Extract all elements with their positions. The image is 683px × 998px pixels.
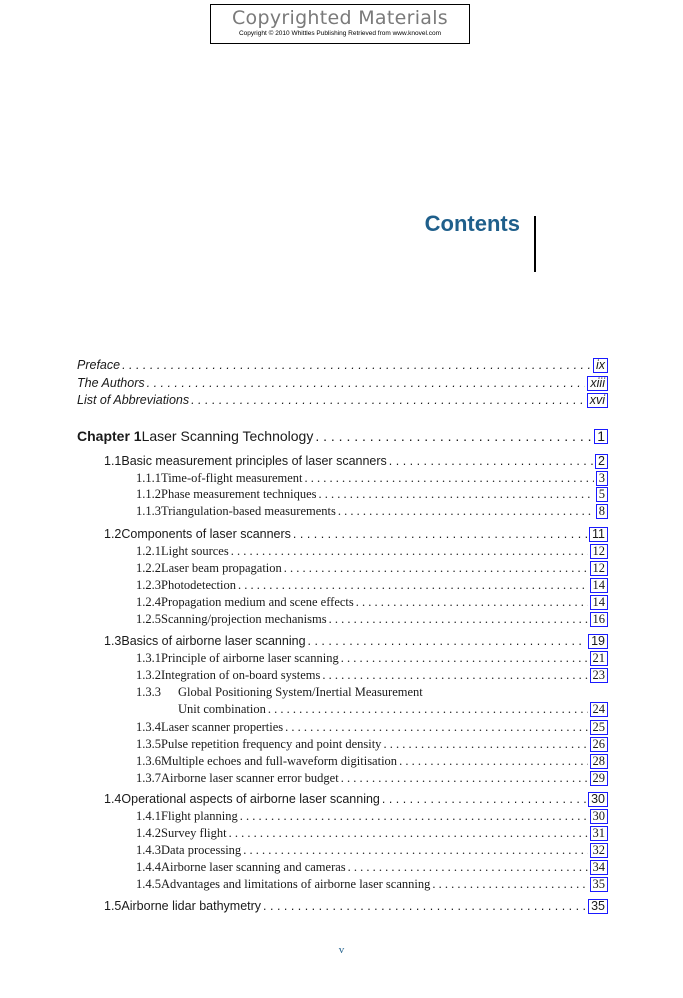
subsection-number: 1.2.1 [136, 544, 161, 558]
subsection-number: 1.4.5 [136, 877, 161, 891]
toc-subsection-entry[interactable] [136, 668, 608, 683]
leader-dots [191, 393, 585, 407]
subsection-title: Global Positioning System/Inertial Measurement [178, 685, 423, 699]
leader-dots [122, 358, 591, 372]
page-link[interactable]: 32 [590, 843, 609, 858]
page-link[interactable]: 24 [590, 702, 609, 717]
leader-dots [293, 527, 587, 541]
subsection-number: 1.4.4 [136, 860, 161, 874]
page-link[interactable]: 25 [590, 720, 609, 735]
toc-subsection-entry[interactable] [136, 860, 608, 875]
toc-subsection-entry[interactable] [136, 877, 608, 892]
toc-subsection-entry[interactable] [136, 809, 608, 824]
subsection-number: 1.3.3 [136, 685, 161, 699]
page-number: v [338, 944, 345, 956]
page-link[interactable]: xvi [587, 393, 608, 408]
leader-dots [319, 487, 594, 502]
toc-subsection-entry[interactable] [136, 720, 608, 735]
leader-dots [432, 877, 587, 892]
page-link[interactable]: 30 [588, 792, 608, 807]
banner-title: Copyrighted Materials [231, 7, 448, 29]
subsection-title: Laser scanner properties [161, 720, 284, 734]
subsection-title: Principle of airborne laser scanning [161, 651, 339, 665]
page-link[interactable]: 16 [590, 612, 609, 627]
leader-dots [356, 595, 588, 610]
page-link[interactable]: 12 [590, 544, 609, 559]
leader-dots [399, 754, 587, 769]
page-link[interactable]: 21 [590, 651, 609, 666]
leader-dots [285, 720, 587, 735]
subsection-number: 1.4.1 [136, 809, 161, 823]
subsection-number: 1.4.3 [136, 843, 161, 857]
toc-entry-title: Preface [77, 358, 121, 372]
subsection-title-continued: Unit combination [178, 702, 266, 716]
page-link[interactable]: 23 [590, 668, 609, 683]
toc-subsection-entry[interactable] [136, 737, 608, 752]
toc-front-entry[interactable] [77, 376, 608, 391]
subsection-number: 1.3.2 [136, 668, 161, 682]
toc-chapter-entry[interactable] [77, 428, 608, 444]
toc-front-entry[interactable] [77, 393, 608, 408]
toc-subsection-entry[interactable] [136, 544, 608, 559]
leader-dots [315, 428, 592, 444]
subsection-title: Airborne laser scanner error budget [161, 771, 339, 785]
subsection-title: Photodetection [161, 578, 236, 592]
toc-subsection-entry[interactable] [136, 578, 608, 593]
section-title: Airborne lidar bathymetry [121, 899, 262, 913]
banner-subtitle: Copyright © 2010 Whittles Publishing Retrieved from www.knovel.com [238, 30, 442, 37]
subsection-title: Advantages and limitations of airborne laser scanning [161, 877, 431, 891]
subsection-number: 1.2.4 [136, 595, 161, 609]
page-link[interactable]: 28 [590, 754, 609, 769]
subsection-number: 1.1.2 [136, 487, 161, 501]
subsection-number: 1.2.5 [136, 612, 161, 626]
toc-subsection-entry[interactable] [136, 754, 608, 769]
subsection-title: Propagation medium and scene effects [161, 595, 354, 609]
toc-subsection-continuation[interactable] [178, 702, 608, 717]
leader-dots [308, 634, 587, 648]
leader-dots [382, 792, 586, 806]
toc-entry-title: The Authors [77, 376, 145, 390]
page-link[interactable]: 31 [590, 826, 609, 841]
page-link[interactable]: 3 [596, 471, 608, 486]
toc-entry-title: List of Abbreviations [77, 393, 190, 407]
subsection-title: Time-of-flight measurement [161, 471, 303, 485]
leader-dots [338, 504, 594, 519]
subsection-title: Survey flight [161, 826, 227, 840]
section-title: Basic measurement principles of laser scanners [121, 454, 387, 468]
subsection-title: Scanning/projection mechanisms [161, 612, 327, 626]
page-link[interactable]: 12 [590, 561, 609, 576]
subsection-number: 1.2.2 [136, 561, 161, 575]
subsection-title: Flight planning [161, 809, 238, 823]
toc-section-entry[interactable] [104, 527, 608, 542]
page-link[interactable]: ix [593, 358, 608, 373]
section-number: 1.5 [104, 899, 122, 913]
chapter-number: Chapter 1 [77, 428, 142, 444]
subsection-title: Phase measurement techniques [161, 487, 317, 501]
section-title: Operational aspects of airborne laser scanning [121, 792, 380, 806]
leader-dots [147, 376, 586, 390]
toc-subsection-entry[interactable] [136, 471, 608, 486]
toc-subsection-entry[interactable] [136, 595, 608, 610]
toc-section-entry[interactable] [104, 634, 608, 649]
subsection-title: Light sources [161, 544, 229, 558]
subsection-title: Triangulation-based measurements [161, 504, 336, 518]
copyright-banner [210, 4, 470, 44]
toc-subsection-entry[interactable] [136, 826, 608, 841]
leader-dots [341, 771, 588, 786]
leader-dots [238, 578, 588, 593]
leader-dots [383, 737, 587, 752]
subsection-title: Integration of on-board systems [161, 668, 321, 682]
leader-dots [389, 454, 593, 468]
leader-dots [229, 826, 588, 841]
leader-dots [268, 702, 588, 717]
page-link[interactable]: 2 [595, 454, 608, 469]
subsection-title: Airborne laser scanning and cameras [161, 860, 346, 874]
heading-rule [534, 216, 536, 272]
page-link[interactable]: 35 [588, 899, 608, 914]
subsection-title: Pulse repetition frequency and point density [161, 737, 382, 751]
section-title: Basics of airborne laser scanning [121, 634, 306, 648]
leader-dots [322, 668, 587, 683]
leader-dots [243, 843, 587, 858]
leader-dots [263, 899, 586, 913]
toc-subsection-entry[interactable] [136, 487, 608, 502]
page-link[interactable]: 30 [590, 809, 609, 824]
toc-subsection-entry[interactable] [136, 685, 608, 700]
subsection-title: Laser beam propagation [161, 561, 282, 575]
page-link[interactable]: 26 [590, 737, 609, 752]
page-link[interactable]: 8 [596, 504, 608, 519]
chapter-title: Laser Scanning Technology [141, 428, 314, 444]
subsection-number: 1.1.3 [136, 504, 161, 518]
leader-dots [284, 561, 588, 576]
toc-subsection-entry[interactable] [136, 504, 608, 519]
page-link[interactable]: 34 [590, 860, 609, 875]
subsection-number: 1.4.2 [136, 826, 161, 840]
section-number: 1.3 [104, 634, 122, 648]
subsection-number: 1.3.6 [136, 754, 161, 768]
toc-subsection-entry[interactable] [136, 651, 608, 666]
section-title: Components of laser scanners [121, 527, 291, 541]
page-link[interactable]: 35 [590, 877, 609, 892]
page-link[interactable]: 14 [590, 595, 609, 610]
subsection-number: 1.3.1 [136, 651, 161, 665]
toc-subsection-entry[interactable] [136, 771, 608, 786]
toc-subsection-entry[interactable] [136, 561, 608, 576]
leader-dots [240, 809, 588, 824]
subsection-title: Data processing [161, 843, 242, 857]
section-number: 1.1 [104, 454, 122, 468]
contents-heading: Contents [424, 211, 520, 236]
section-number: 1.2 [104, 527, 122, 541]
toc-subsection-entry[interactable] [136, 843, 608, 858]
subsection-title: Multiple echoes and full-waveform digitisation [161, 754, 398, 768]
toc-section-entry[interactable] [104, 454, 608, 469]
toc-subsection-entry[interactable] [136, 612, 608, 627]
leader-dots [341, 651, 588, 666]
page-link[interactable]: 19 [588, 634, 608, 649]
leader-dots [231, 544, 588, 559]
subsection-number: 1.3.7 [136, 771, 161, 785]
toc-section-entry[interactable] [104, 899, 608, 914]
page-link[interactable]: 11 [589, 527, 608, 542]
subsection-number: 1.2.3 [136, 578, 161, 592]
page-link[interactable]: 1 [594, 429, 608, 444]
section-number: 1.4 [104, 792, 122, 806]
leader-dots [348, 860, 588, 875]
subsection-number: 1.3.5 [136, 737, 161, 751]
toc-front-entry[interactable] [77, 358, 608, 373]
leader-dots [305, 471, 594, 486]
subsection-number: 1.3.4 [136, 720, 161, 734]
page-link[interactable]: 14 [590, 578, 609, 593]
leader-dots [329, 612, 588, 627]
page-link[interactable]: 5 [596, 487, 608, 502]
page-link[interactable]: xiii [587, 376, 608, 391]
page-link[interactable]: 29 [590, 771, 609, 786]
toc-section-entry[interactable] [104, 792, 608, 807]
subsection-number: 1.1.1 [136, 471, 161, 485]
